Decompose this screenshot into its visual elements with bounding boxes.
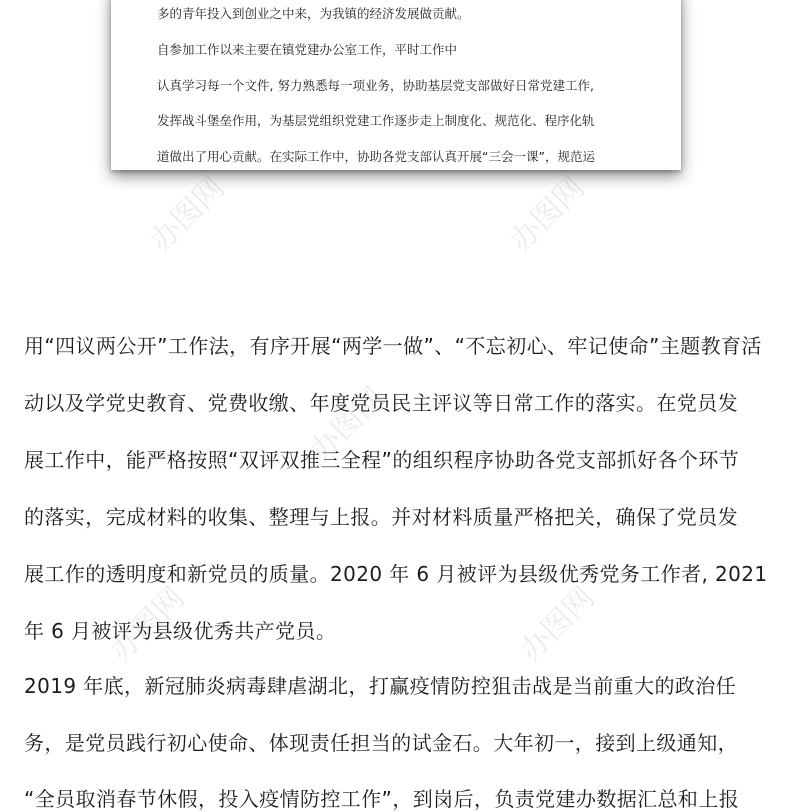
card-text-line: 自参加工作以来主要在镇党建办公室工作，平时工作中 <box>157 42 458 57</box>
watermark-text: 办图网 <box>303 380 392 469</box>
body-text-line: 的落实，完成材料的收集、整理与上报。并对材料质量严格把关，确保了党员发 <box>24 505 738 529</box>
body-text-line: 用“四议两公开”工作法，有序开展“两学一做”、“不忘初心、牢记使命”主题教育活 <box>24 334 762 358</box>
watermark-text: 办图网 <box>503 170 592 259</box>
body-text-line: 年 6 月被评为县级优秀共产党员。 <box>24 619 337 643</box>
watermark-text: 办图网 <box>143 170 232 259</box>
card-text-line: 道做出了用心贡献。在实际工作中，协助各党支部认真开展“三会一课”，规范运 <box>157 149 595 164</box>
body-text-line: 动以及学党史教育、党费收缴、年度党员民主评议等日常工作的落实。在党员发 <box>24 391 738 415</box>
body-text-line: 2019 年底，新冠肺炎病毒肆虐湖北，打赢疫情防控狙击战是当前重大的政治任 <box>24 674 737 698</box>
body-text-line: “全员取消春节休假，投入疫情防控工作”，到岗后，负责党建办数据汇总和上报 <box>24 787 740 811</box>
document-card <box>111 0 681 170</box>
card-text-line: 认真学习每一个文件, 努力熟悉每一项业务，协助基层党支部做好日常党建工作, <box>157 78 594 93</box>
body-text-line: 展工作的透明度和新党员的质量。2020 年 6 月被评为县级优秀党务工作者, 2021 <box>24 562 768 586</box>
body-text-line: 务，是党员践行初心使命、体现责任担当的试金石。大年初一，接到上级通知， <box>24 731 738 755</box>
body-text-line: 展工作中，能严格按照“双评双推三全程”的组织程序协助各党支部抓好各个环节 <box>24 448 740 472</box>
watermark-text: 办图网 <box>103 580 192 669</box>
card-text-line: 发挥战斗堡垒作用，为基层党组织党建工作逐步走上制度化、规范化、程序化轨 <box>157 113 595 128</box>
watermark-text: 办图网 <box>513 580 602 669</box>
card-text-line: 多的青年投入到创业之中来，为我镇的经济发展做贡献。 <box>157 6 470 21</box>
